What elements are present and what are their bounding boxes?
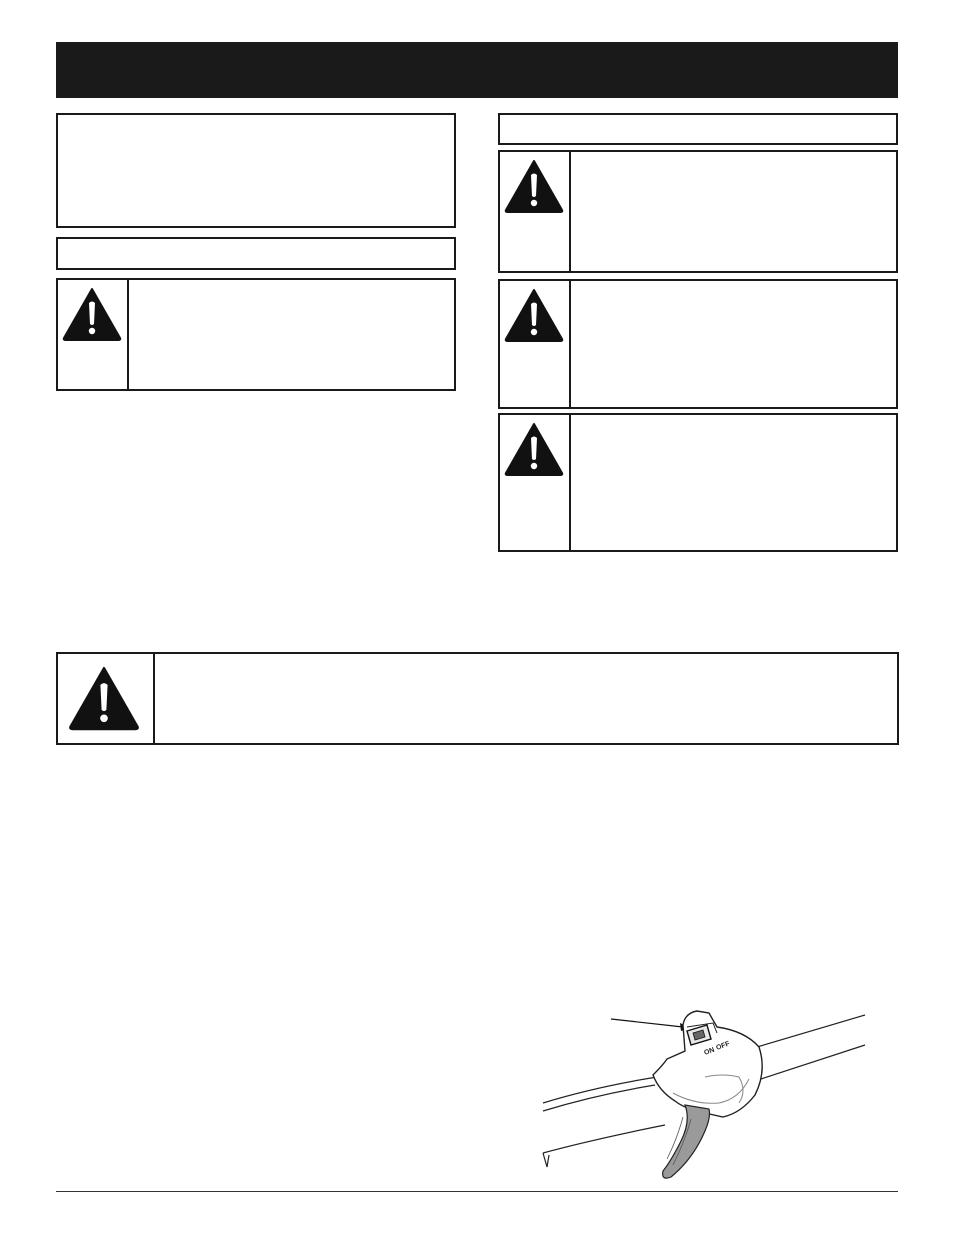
info-box bbox=[56, 113, 456, 228]
warning-box-right-1 bbox=[498, 150, 898, 273]
warning-icon bbox=[503, 158, 565, 214]
warning-box-right-3 bbox=[498, 413, 898, 552]
warning-box-left bbox=[56, 278, 456, 391]
warning-icon-cell bbox=[500, 281, 571, 407]
warning-icon bbox=[61, 286, 123, 342]
pointer-arrow bbox=[611, 1019, 691, 1031]
warning-icon-cell bbox=[58, 654, 155, 743]
section-heading-box-left bbox=[56, 237, 456, 270]
warning-icon-cell bbox=[58, 280, 129, 389]
throttle-trigger bbox=[663, 1105, 710, 1178]
warning-icon bbox=[67, 664, 141, 732]
warning-icon-cell bbox=[500, 415, 571, 550]
footer-rule bbox=[56, 1191, 898, 1192]
page-header-bar bbox=[56, 42, 898, 98]
switch-off-label: OFF bbox=[715, 1040, 731, 1052]
warning-box-wide bbox=[56, 652, 899, 745]
handle-switch-illustration bbox=[535, 1005, 875, 1185]
warning-icon bbox=[503, 287, 565, 343]
warning-icon bbox=[503, 421, 565, 477]
warning-box-right-2 bbox=[498, 279, 898, 409]
switch-on-label: ON bbox=[703, 1046, 716, 1057]
warning-icon-cell bbox=[500, 152, 571, 271]
section-heading-box-right bbox=[498, 113, 898, 145]
